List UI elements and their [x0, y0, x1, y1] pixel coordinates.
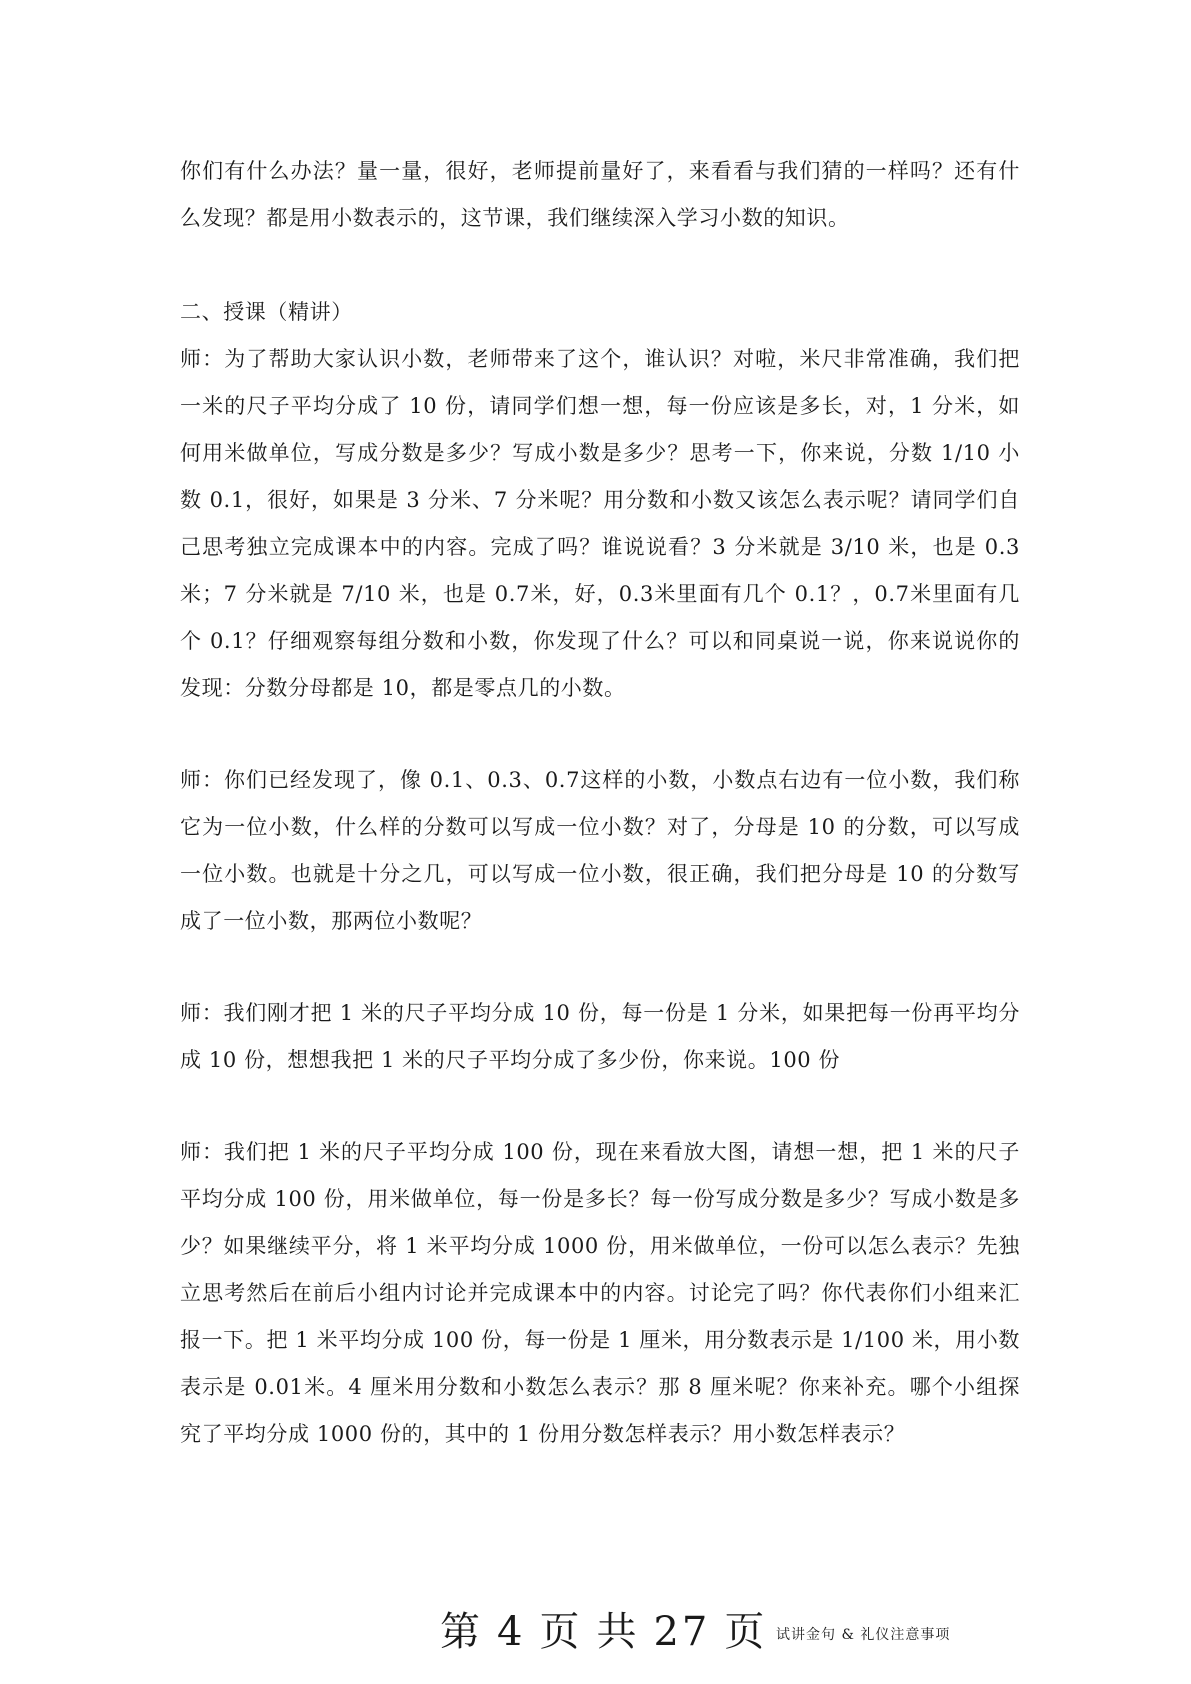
- spacer: [180, 242, 1020, 289]
- lecture-paragraph-2: 师：你们已经发现了，像 0.1、0.3、0.7这样的小数，小数点右边有一位小数，我们称它为一位小数，什么样的分数可以写成一位小数？对了，分母是 10 的分数，可以写成一位小数。也就是十分之几，可以写成一位小数，很正确，我们把分母是 10 的分数写成了一位小数，那两位小数呢？: [180, 768, 1020, 933]
- page-footer: [0, 1606, 1191, 1666]
- page-number: [440, 1606, 781, 1658]
- page-number-total-prefix: 共: [596, 1609, 640, 1655]
- page-number-total: 27: [653, 1609, 711, 1655]
- intro-paragraph: 你们有什么办法？量一量，很好，老师提前量好了，来看看与我们猜的一样吗？还有什么发现？都是用小数表示的，这节课，我们继续深入学习小数的知识。: [180, 159, 1020, 230]
- page-number-total-unit: 页: [724, 1609, 768, 1655]
- lecture-paragraph-1: 师：为了帮助大家认识小数，老师带来了这个，谁认识？对啦，米尺非常准确，我们把一米的尺子平均分成了 10 份，请同学们想一想，每一份应该是多长，对，1 分米，如何用米做单位，写成分数是多少？写成小数是多少？思考一下，你来说，分数 1/10 小数 0.1，很好，如果是 3 分米、7 分米呢？用分数和小数又该怎么表示呢？请同学们自己思考独立完成课本中的内容。完成了吗？谁说说看？3 分米就是 3/10 米，也是 0.3米；7 分米就是 7/10 米，也是 0.7米，好，0.3米里面有几个 0.1？，0.7米里面有几个 0.1？仔细观察每组分数和小数，你发现了什么？可以和同桌说一说，你来说说你的发现：分数分母都是 10，都是零点几的小数。: [180, 347, 1020, 700]
- footer-note: 试讲金句 & 礼仪注意事项: [776, 1627, 951, 1643]
- page-number-prefix: 第: [440, 1609, 483, 1655]
- lecture-paragraph-3: 师：我们刚才把 1 米的尺子平均分成 10 份，每一份是 1 分米，如果把每一份再平均分成 10 份，想想我把 1 米的尺子平均分成了多少份，你来说。100 份: [180, 1001, 1020, 1072]
- spacer: [180, 1084, 1020, 1129]
- page-number-unit: 页: [539, 1609, 583, 1655]
- spacer: [180, 712, 1020, 757]
- section-heading: 二、授课（精讲）: [180, 300, 353, 324]
- spacer: [180, 945, 1020, 990]
- page-number-current: 4: [497, 1609, 526, 1655]
- page-content: [180, 148, 1020, 1458]
- lecture-paragraph-4: 师：我们把 1 米的尺子平均分成 100 份，现在来看放大图，请想一想，把 1 米的尺子平均分成 100 份，用米做单位，每一份是多长？每一份写成分数是多少？写成小数是多少？如果继续平分，将 1 米平均分成 1000 份，用米做单位，一份可以怎么表示？先独立思考然后在前后小组内讨论并完成课本中的内容。讨论完了吗？你代表你们小组来汇报一下。把 1 米平均分成 100 份，每一份是 1 厘米，用分数表示是 1/100 米，用小数表示是 0.01米。4 厘米用分数和小数怎么表示？那 8 厘米呢？你来补充。哪个小组探究了平均分成 1000 份的，其中的 1 份用分数怎样表示？用小数怎样表示？: [180, 1140, 1020, 1446]
